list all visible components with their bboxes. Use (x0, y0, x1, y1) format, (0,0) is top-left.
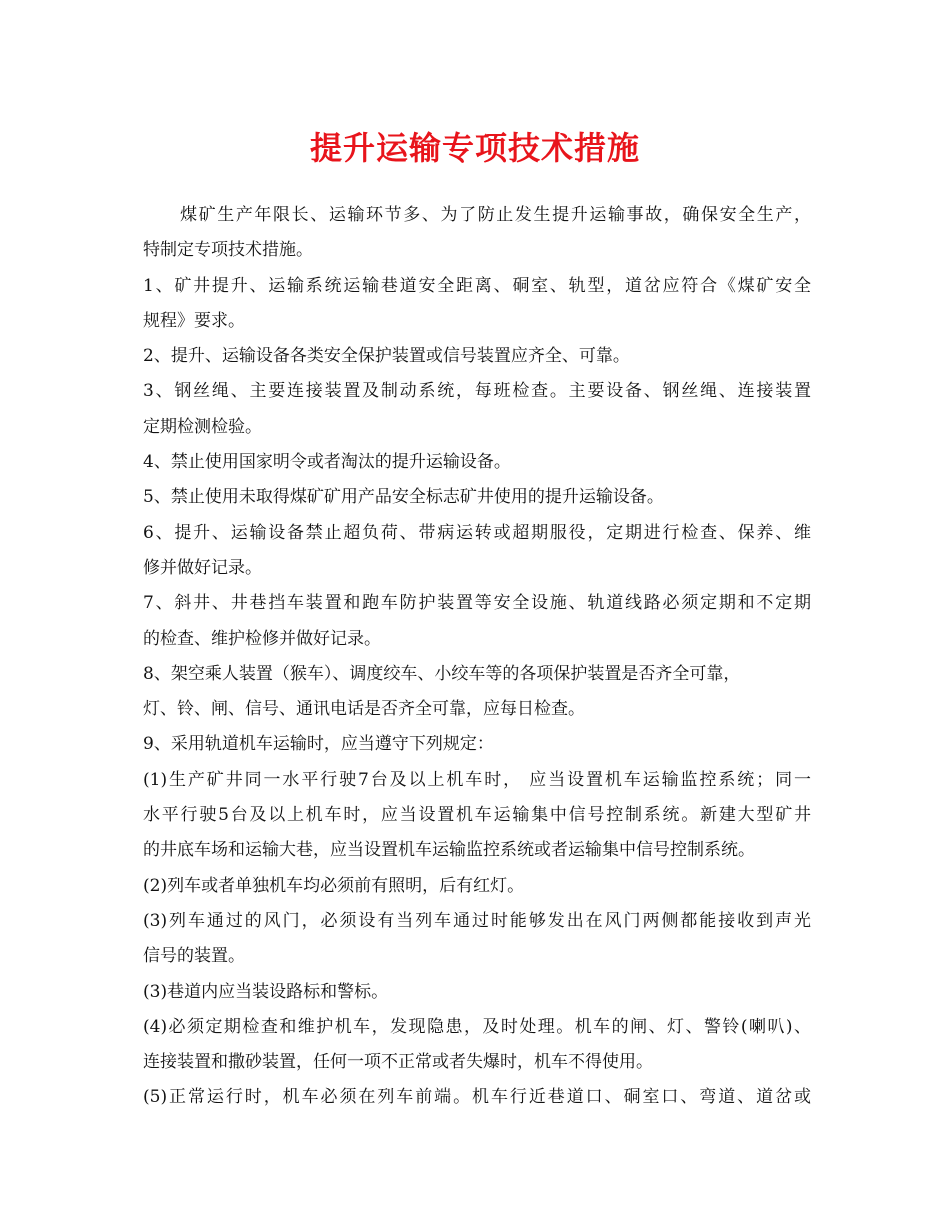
paragraph-intro-line-1: 煤矿生产年限长、运输环节多、为了防止发生提升运输事故，确保安全生产， (180, 205, 811, 225)
rule-1-line-3: 的井底车场和运输大巷，应当设置机车运输监控系统或者运输集中信号控制系统。 (143, 840, 755, 861)
rule-3-line-2: 信号的装置。 (143, 946, 245, 967)
item-8-line-1: 8、架空乘人装置（猴车）、调度绞车、小绞车等的各项保护装置是否齐全可靠， (143, 663, 741, 684)
document-title: 提升运输专项技术措施 (309, 129, 640, 167)
item-3-line-2: 定期检测检验。 (143, 416, 262, 437)
rule-1-line-2: 水平行驶5台及以上机车时，应当设置机车运输集中信号控制系统。新建大型矿井 (143, 805, 811, 826)
rule-4-line-2: 连接装置和撒砂装置，任何一项不正常或者失爆时，机车不得使用。 (143, 1052, 653, 1073)
item-8-line-2: 灯、铃、闸、信号、通讯电话是否齐全可靠，应每日检查。 (143, 699, 585, 720)
item-5: 5、禁止使用未取得煤矿矿用产品安全标志矿井使用的提升运输设备。 (143, 487, 664, 508)
rule-1-line-1: (1)生产矿井同一水平行驶7台及以上机车时， 应当设置机车运输监控系统；同一 (143, 769, 811, 790)
rule-5-line-1: (5)正常运行时，机车必须在列车前端。机车行近巷道口、硐室口、弯道、道岔或 (143, 1087, 811, 1108)
item-1-line-1: 1、矿井提升、运输系统运输巷道安全距离、硐室、轨型，道岔应符合《煤矿安全 (143, 275, 811, 296)
item-2: 2、提升、运输设备各类安全保护装置或信号装置应齐全、可靠。 (143, 346, 630, 367)
paragraph-intro-line-2: 特制定专项技术措施。 (143, 240, 313, 261)
rule-3-line-1: (3)列车通过的风门，必须设有当列车通过时能够发出在风门两侧都能接收到声光 (143, 910, 811, 931)
rule-3b: (3)巷道内应当装设路标和警标。 (143, 981, 389, 1002)
rule-2: (2)列车或者单独机车均必须前有照明，后有红灯。 (143, 875, 525, 896)
item-7-line-1: 7、斜井、井巷挡车装置和跑车防护装置等安全设施、轨道线路必须定期和不定期 (143, 593, 811, 614)
item-6-line-2: 修并做好记录。 (143, 557, 262, 578)
item-9: 9、采用轨道机车运输时，应当遵守下列规定： (143, 734, 494, 755)
item-1-line-2: 规程》要求。 (143, 310, 245, 331)
item-4: 4、禁止使用国家明令或者淘汰的提升运输设备。 (143, 452, 511, 473)
item-3-line-1: 3、钢丝绳、主要连接装置及制动系统，每班检查。主要设备、钢丝绳、连接装置 (143, 381, 811, 402)
item-7-line-2: 的检查、维护检修并做好记录。 (143, 628, 381, 649)
item-6-line-1: 6、提升、运输设备禁止超负荷、带病运转或超期服役，定期进行检查、保养、维 (143, 522, 811, 543)
rule-4-line-1: (4)必须定期检查和维护机车，发现隐患，及时处理。机车的闸、灯、警铃(喇叭)、 (143, 1016, 811, 1037)
document-body (143, 198, 811, 1116)
